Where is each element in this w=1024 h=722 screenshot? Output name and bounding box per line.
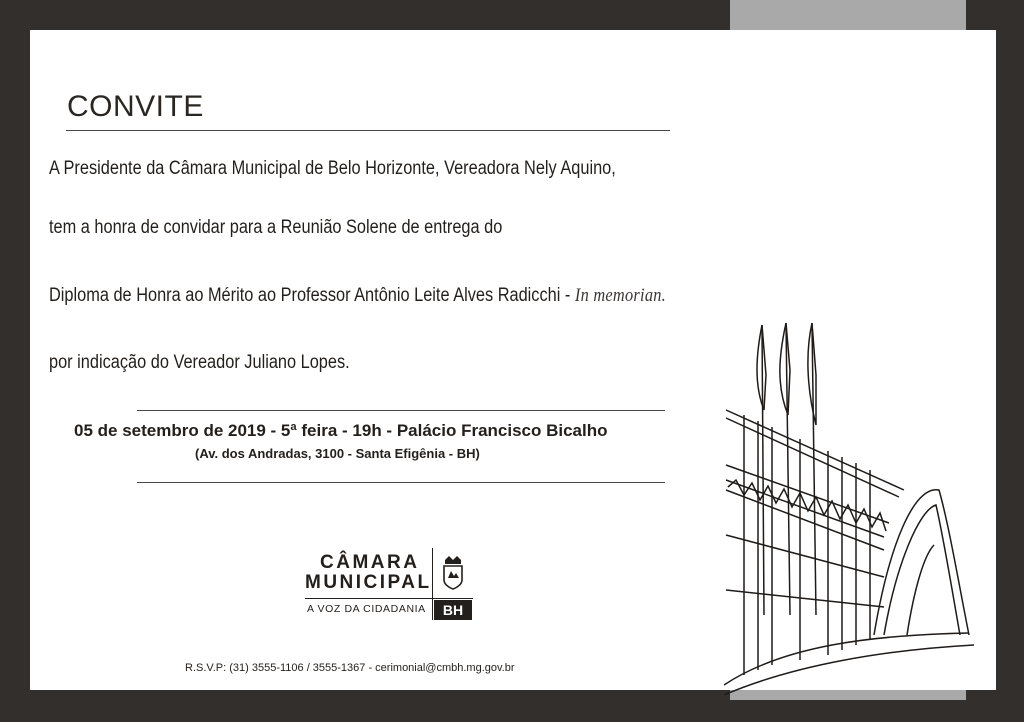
coat-of-arms-icon xyxy=(441,556,465,590)
logo-vertical-rule xyxy=(432,548,433,620)
building-illustration-icon xyxy=(724,315,974,695)
body-line-2: tem a honra de convidar para a Reunião Solene de entrega do xyxy=(49,217,503,238)
event-address-line: (Av. dos Andradas, 3100 - Santa Efigênia - BH) xyxy=(195,446,480,461)
event-divider-bottom xyxy=(137,482,665,483)
invitation-title: CONVITE xyxy=(67,90,204,123)
body-line-4: por indicação do Vereador Juliano Lopes. xyxy=(49,352,350,373)
logo-horizontal-rule xyxy=(305,598,473,599)
event-divider-top xyxy=(137,410,665,411)
body-line-3 xyxy=(49,285,667,307)
rsvp-contact: R.S.V.P: (31) 3555-1106 / 3555-1367 - cerimonial@cmbh.mg.gov.br xyxy=(185,662,515,674)
logo-tagline: A VOZ DA CIDADANIA xyxy=(307,603,426,615)
logo-line-2: MUNICIPAL xyxy=(305,572,432,593)
title-divider xyxy=(66,130,670,131)
camara-logo xyxy=(305,548,475,623)
in-memorian-text: In memorian. xyxy=(574,285,667,306)
event-date-line: 05 de setembro de 2019 - 5ª feira - 19h - Palácio Francisco Bicalho xyxy=(74,421,608,440)
logo-bh-badge: BH xyxy=(434,600,472,620)
logo-line-1: CÂMARA xyxy=(320,552,420,573)
honoree-text: Diploma de Honra ao Mérito ao Professor Antônio Leite Alves Radicchi - xyxy=(49,285,575,306)
body-line-1: A Presidente da Câmara Municipal de Belo Horizonte, Vereadora Nely Aquino, xyxy=(49,158,616,179)
